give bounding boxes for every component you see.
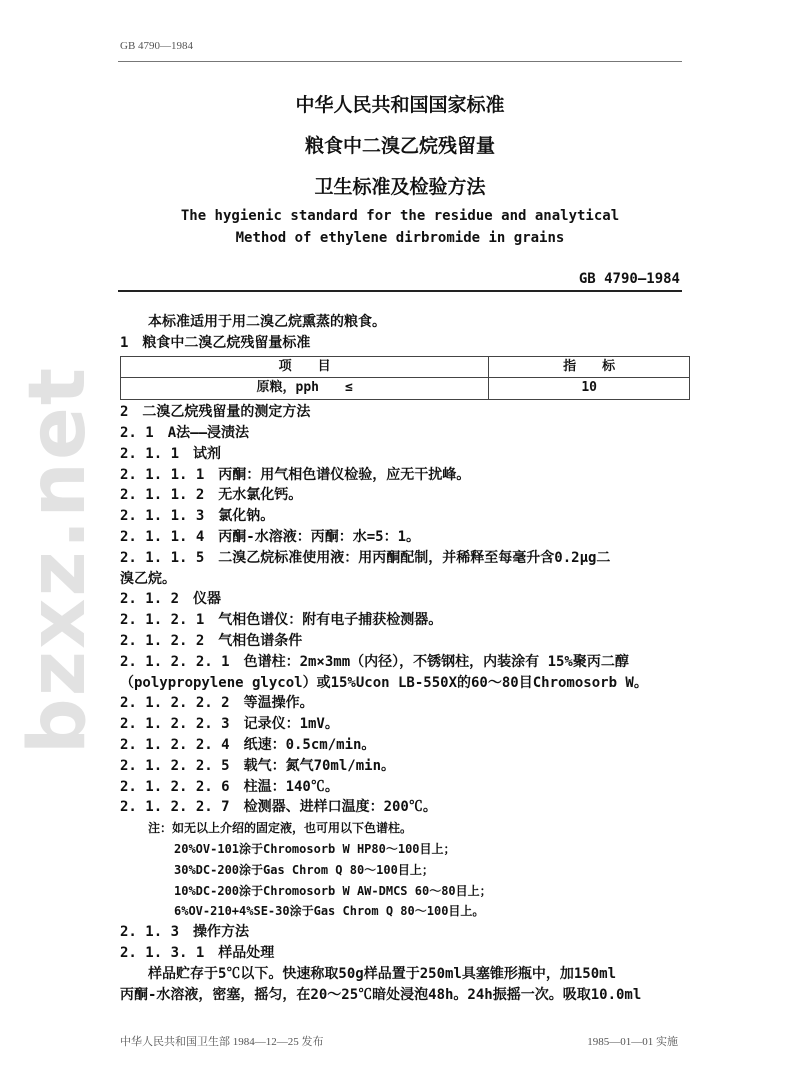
alternative-column: 30%DC-200涂于Gas Chrom Q 80～100目上； [174, 862, 434, 877]
footer-issued: 中华人民共和国卫生部 1984—12—25 发布 [120, 1036, 324, 1048]
header-rule [118, 61, 682, 62]
section-line: 2. 1. 1. 5 二溴乙烷标准使用液：用丙酮配制，并稀释至每毫升含0.2μg二 [120, 549, 611, 566]
section-line: 2. 1. 1. 2 无水氯化钙。 [120, 487, 303, 504]
section-line: 2. 1. 1. 1 丙酮：用气相色谱仪检验，应无干扰峰。 [120, 466, 471, 483]
note: 注：如无以上介绍的固定液，也可用以下色谱柱。 [148, 821, 413, 836]
standard-code: GB 4790—1984 [578, 271, 680, 287]
section-line: 2. 1. 1. 3 氯化钠。 [120, 508, 275, 525]
residue-standard-table [120, 356, 690, 401]
table-header: 项 目 [121, 356, 489, 378]
title-line-1: 中华人民共和国国家标准 [295, 94, 505, 116]
section-line: 2. 1. 3 操作方法 [120, 924, 250, 941]
section-line: 2. 1. 3. 1 样品处理 [120, 944, 275, 961]
english-title-2: Method of ethylene dirbromide in grains [235, 230, 565, 246]
header-code: GB 4790—1984 [120, 40, 194, 52]
section-line: 2. 1. 2. 2. 7 检测器、进样口温度：200℃。 [120, 799, 437, 816]
table-cell: 10 [489, 378, 690, 400]
paragraph-line: 样品贮存于5℃以下。快速称取50g样品置于250ml具塞锥形瓶中，加150ml [148, 965, 617, 982]
document-body [120, 312, 690, 1005]
section-line: 2. 1. 2. 2. 4 纸速：0.5cm/min。 [120, 736, 376, 753]
section-line: 2. 1. 2 仪器 [120, 591, 222, 608]
footer-effective: 1985—01—01 实施 [587, 1036, 678, 1048]
section-line: 2. 1. 1. 4 丙酮-水溶液：丙酮：水=5：1。 [120, 528, 421, 545]
title-line-3: 卫生标准及检验方法 [314, 176, 486, 198]
alternative-column: 20%OV-101涂于Chromosorb W HP80～100目上； [174, 841, 456, 856]
section-line: 2. 1. 2. 2. 1 色谱柱：2m×3mm（内径），不锈钢柱，内装涂有 15%聚丙二醇 [120, 653, 629, 670]
title-line-2: 粮食中二溴乙烷残留量 [304, 135, 495, 157]
watermark: bzxz.net [13, 365, 103, 755]
alternative-column: 6%OV-210+4%SE-30涂于Gas Chrom Q 80～100目上。 [174, 904, 485, 919]
section-line: 2. 1. 2. 2. 2 等温操作。 [120, 695, 314, 712]
section-line: 2 二溴乙烷残留量的测定方法 [120, 404, 311, 421]
english-title-1: The hygienic standard for the residue and analytical [180, 208, 620, 224]
section-line: （polypropylene glycol）或15%Ucon LB-550X的60～80目Chromosorb W。 [120, 674, 648, 691]
table-cell: 原粮，pph ≤ [121, 378, 489, 400]
section-line: 2. 1. 1 试剂 [120, 445, 222, 462]
section-line: 溴乙烷。 [120, 570, 176, 587]
section-line: 2. 1. 2. 2. 6 柱温：140℃。 [120, 778, 339, 795]
alternative-column: 10%DC-200涂于Chromosorb W AW-DMCS 60～80目上； [174, 883, 492, 898]
paragraph-line: 丙酮-水溶液，密塞，摇匀，在20～25℃暗处浸泡48h。24h振摇一次。吸取10.0ml [120, 986, 642, 1003]
section-1-heading: 1 粮食中二溴乙烷残留量标准 [120, 334, 311, 351]
section-line: 2. 1 A法——浸渍法 [120, 424, 250, 441]
section-line: 2. 1. 2. 2. 3 记录仪：1mV。 [120, 716, 339, 733]
table-header: 指 标 [489, 356, 690, 378]
intro: 本标准适用于用二溴乙烷熏蒸的粮食。 [148, 314, 386, 330]
section-line: 2. 1. 2. 2. 5 载气：氮气70ml/min。 [120, 757, 396, 774]
title-rule [118, 290, 682, 292]
section-line: 2. 1. 2. 2 气相色谱条件 [120, 632, 303, 649]
section-line: 2. 1. 2. 1 气相色谱仪：附有电子捕获检测器。 [120, 612, 443, 629]
